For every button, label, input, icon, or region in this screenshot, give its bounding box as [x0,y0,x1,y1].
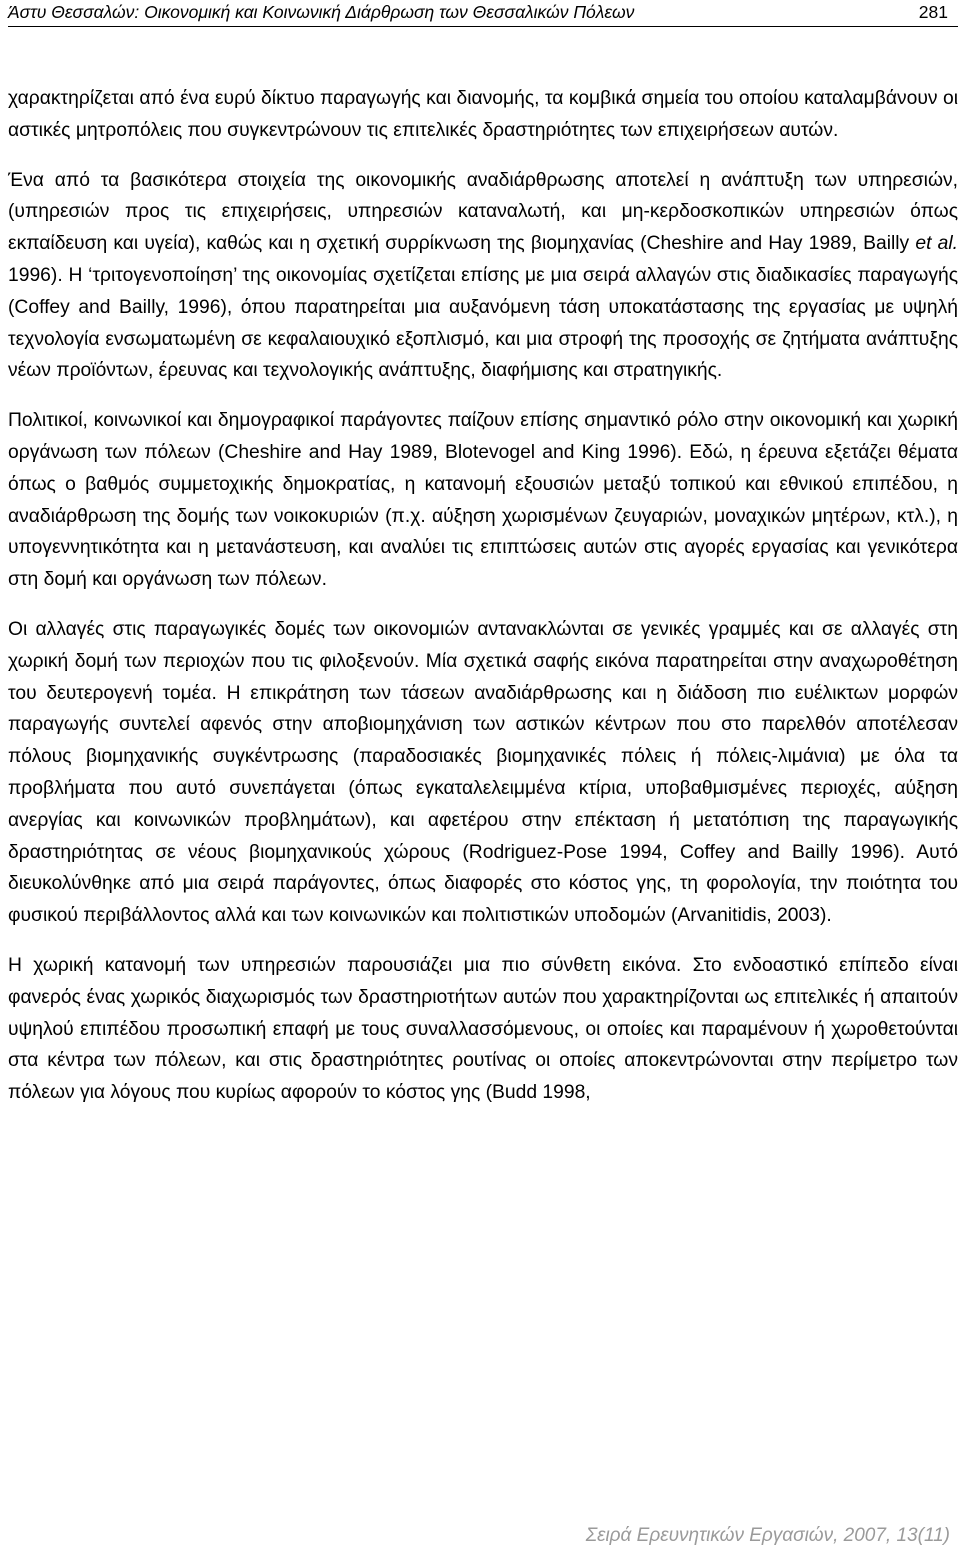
header-title: Άστυ Θεσσαλών: Οικονομική και Κοινωνική Διάρθρωση των Θεσσαλικών Πόλεων [8,2,635,22]
paragraph-2-italic: et al. [915,233,958,255]
page-number: 281 [918,2,948,22]
document-body [8,83,958,1127]
paragraph-5: Η χωρική κατανομή των υπηρεσιών παρουσιάζει μια πιο σύνθετη εικόνα. Στο ενδοαστικό επίπεδο είναι φανερός ένας χωρικός διαχωρισμός των δραστηριοτήτων αυτών που χαρακτηρίζονται ως επιτελικές ή απαιτούν υψηλού επιπέδου προσωπική επαφή με τους συναλλασσόμενους, οι οποίες και παραμένουν ή χωροθετούνται στα κέντρα των πόλεων, και στις δραστηριότητες ρουτίνας οι οποίες αποκεντρώνονται στην περίμετρο των πόλεων για λόγους που κυρίως αφορούν το κόστος γης (Budd 1998, [8,954,958,1104]
paragraph-4: Οι αλλαγές στις παραγωγικές δομές των οικονομιών αντανακλώνται σε γενικές γραμμές και σε αλλαγές στη χωρική δομή των περιοχών που τις φιλοξενούν. Μία σχετικά σαφής εικόνα παρατηρείται στην αναχωροθέτηση του δευτερογενή τομέα. Η επικράτηση των τάσεων αναδιάρθρωσης και η διάδοση πιο ευέλικτων μορφών παραγωγής συντελεί αφενός στην αποβιομηχάνιση των αστικών κέντρων που στο παρελθόν αποτέλεσαν πόλους βιομηχανικής συγκέντρωσης (παραδοσιακές βιομηχανικές πόλεις ή πόλεις-λιμάνια) με όλα τα προβλήματα που αυτό συνεπάγεται (όπως εγκαταλελειμμένα κτίρια, υποβαθμισμένες περιοχές, αύξηση ανεργίας και κοινωνικών προβλημάτων), και αφετέρου στην επέκταση ή μετατόπιση της παραγωγικής δραστηριότητας σε νέους βιομηχανικούς χώρους (Rodriguez-Pose 1994, Coffey and Bailly 1996). Αυτό διευκολύνθηκε από μια σειρά παράγοντες, όπως διαφορές στο κόστος γης, τη φορολογία, την ποιότητα του φυσικού περιβάλλοντος αλλά και των κοινωνικών και πολιτιστικών υποδομών (Arvanitidis, 2003). [8,618,958,927]
paragraph-1: χαρακτηρίζεται από ένα ευρύ δίκτυο παραγωγής και διανομής, τα κομβικά σημεία του οποίου καταλαμβάνουν οι αστικές μητροπόλεις που συγκεντρώνουν τις επιτελικές δραστηριότητες των επιχειρήσεων αυτών. [8,88,958,141]
paragraph-2-part-b: 1996). Η ‘τριτογενοποίηση’ της οικονομίας σχετίζεται επίσης με μια σειρά αλλαγών στις διαδικασίες παραγωγής (Coffey and Bailly, 1996), όπου παρατηρείται μια αυξανόμενη τάση υποκατάστασης της εργασίας με υψηλή τεχνολογία ενσωματωμένη σε κεφαλαιουχικό εξοπλισμό, και μια στροφή της προσοχής σε ζητήματα ανάπτυξης νέων προϊόντων, έρευνας και τεχνολογικής ανάπτυξης, διαφήμισης και στρατηγικής. [8,264,958,382]
paragraph-2-part-a: Ένα από τα βασικότερα στοιχεία της οικονομικής αναδιάρθρωσης αποτελεί η ανάπτυξη των υπηρεσιών, (υπηρεσιών προς τις επιχειρήσεις, υπηρεσιών καταναλωτή, και μη-κερδοσκοπικών υπηρεσιών όπως εκπαίδευση και υγεία), καθώς και η σχετική συρρίκνωση της βιομηχανίας (Cheshire and Hay 1989, Bailly [8,169,958,255]
footer-series: Σειρά Ερευνητικών Εργασιών, 2007, 13(11) [585,1525,950,1546]
paragraph-3: Πολιτικοί, κοινωνικοί και δημογραφικοί παράγοντες παίζουν επίσης σημαντικό ρόλο στην οικονομική και χωρική οργάνωση των πόλεων (Cheshire and Hay 1989, Blotevogel and King 1996). Εδώ, η έρευνα εξετάζει θέματα όπως ο βαθμός συμμετοχικής δημοκρατίας, η κατανομή εξουσιών μεταξύ τοπικού και εθνικού επιπέδου, η αναδιάρθρωση της δομής των νοικοκυριών (π.χ. αύξηση χωρισμένων ζευγαριών, μοναχικών μητέρων, κτλ.), η υπογεννητικότητα και η μετανάστευση, και αναλύει τις επιπτώσεις αυτών στις αγορές εργασίας και γενικότερα στη δομή και οργάνωση των πόλεων. [8,410,958,591]
running-header [8,0,958,27]
paragraph-2 [8,165,958,388]
